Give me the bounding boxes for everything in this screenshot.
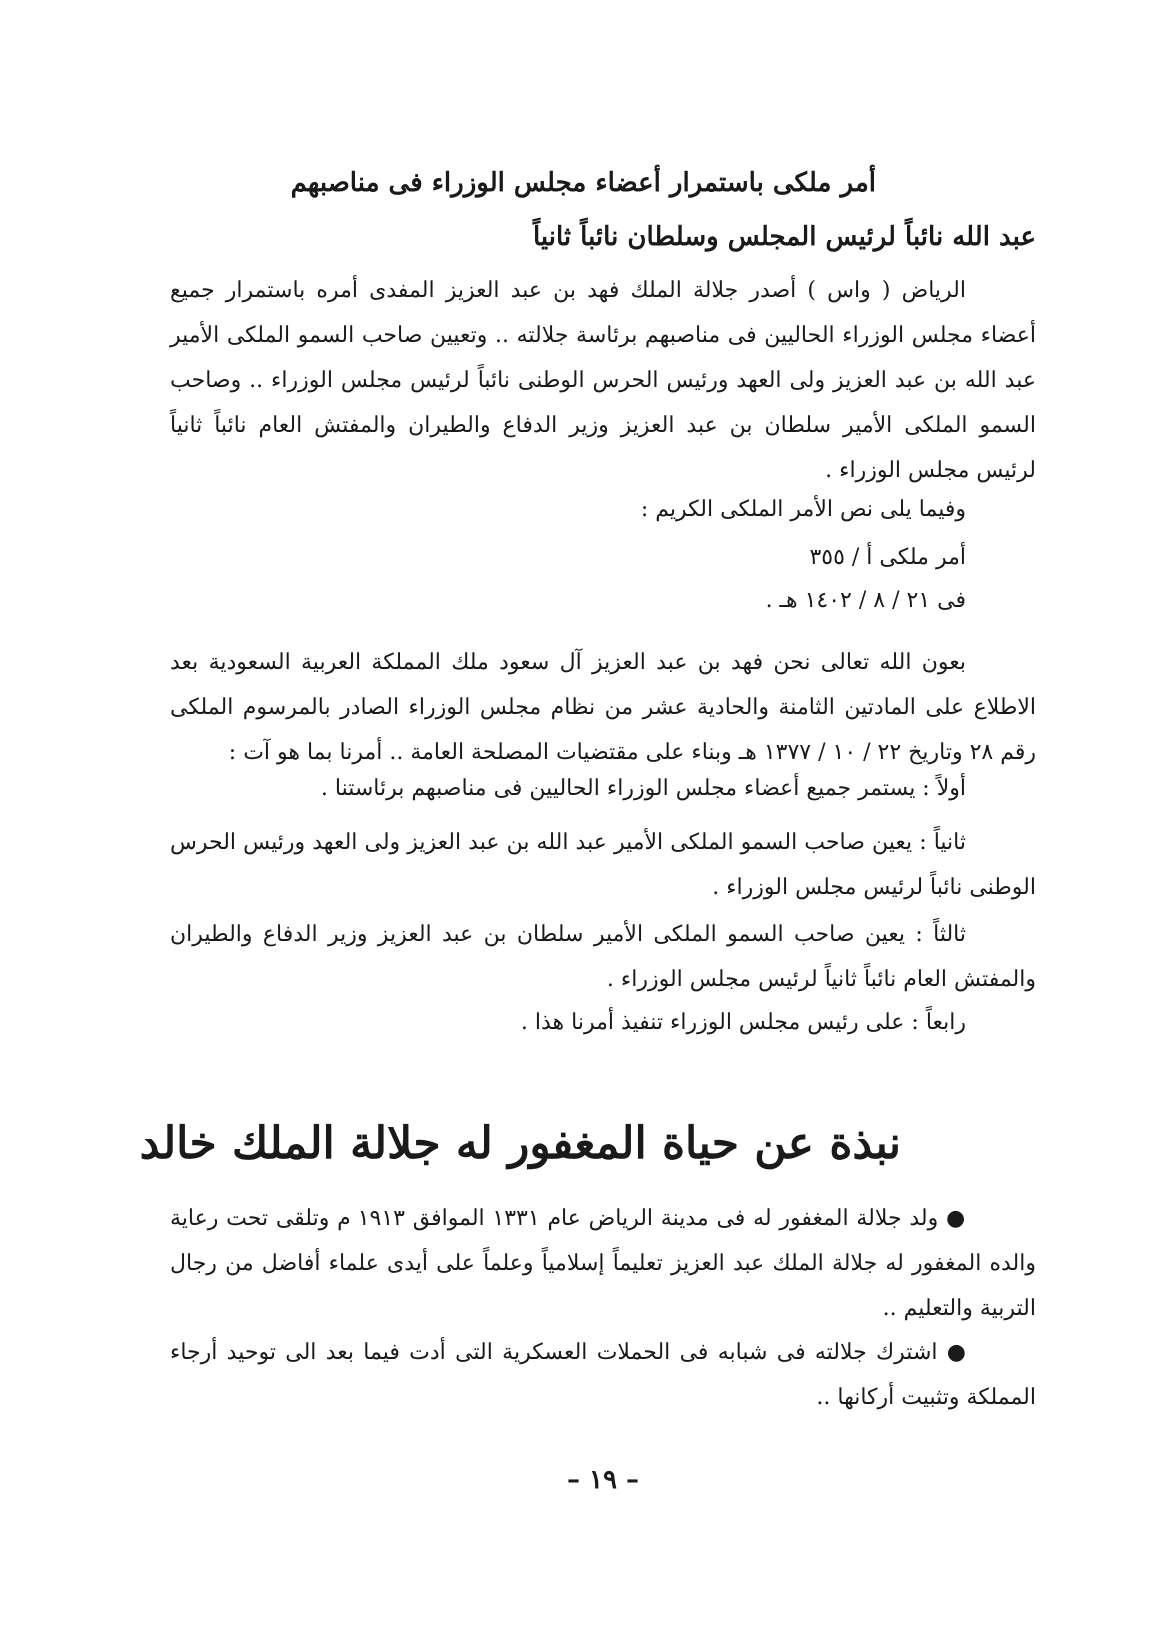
bio-paragraph-birth: ● ولد جلالة المغفور له فى مدينة الرياض عام ١٣٣١ الموافق ١٩١٣ م وتلقى تحت رعاية والده المغفور له جلالة الملك عبد العزيز تعليماً إسلامياً وعلماً على أيدى علماء أفاضل من رجال التربية والتعليم ..	[170, 1206, 1036, 1321]
decree-number: أمر ملكى أ / ٣٥٥	[809, 545, 966, 570]
article-second: ثانياً : يعين صاحب السمو الملكى الأمير عبد الله بن عبد العزيز ولى العهد ورئيس الحرس الوطنى نائباً لرئيس مجلس الوزراء .	[170, 830, 1036, 900]
page-number: – ١٩ –	[566, 1465, 640, 1495]
document-page	[139, 0, 1036, 1646]
article-third: ثالثاً : يعين صاحب السمو الملكى الأمير سلطان بن عبد العزيز وزير الدفاع والطيران والمفتش العام نائباً ثانياً لرئيس مجلس الوزراء .	[170, 922, 1036, 992]
article-fourth: رابعاً : على رئيس مجلس الوزراء تنفيذ أمرنا هذا .	[520, 1010, 966, 1035]
bio-paragraph-campaigns: ● اشترك جلالته فى شبابه فى الحملات العسكرية التى أدت فيما بعد الى توحيد أرجاء المملكة وتثبيت أركانها ..	[170, 1340, 1036, 1410]
intro-paragraph: الرياض ( واس ) أصدر جلالة الملك فهد بن عبد العزيز المفدى أمره باستمرار جميع أعضاء مجلس الوزراء الحاليين فى مناصبهم برئاسة جلالته .. وتعيين صاحب السمو الملكى الأمير عبد الله بن عبد العزيز ولى العهد ورئيس الحرس الوطنى نائباً لرئيس مجلس الوزراء .. وصاحب السمو الملكى الأمير سلطان بن عبد العزيز وزير الدفاع والطيران والمفتش العام نائباً ثانياً لرئيس مجلس الوزراء .	[170, 278, 1036, 483]
headline-secondary: عبد الله نائباً لرئيس المجلس وسلطان نائباً ثانياً	[532, 222, 1036, 252]
article-first: أولاً : يستمر جميع أعضاء مجلس الوزراء الحاليين فى مناصبهم برئاستنا .	[320, 776, 966, 801]
headline-primary: أمر ملكى باستمرار أعضاء مجلس الوزراء فى مناصبهم	[290, 168, 876, 198]
section-title: نبذة عن حياة المغفور له جلالة الملك خالد	[139, 1118, 901, 1169]
decree-preamble: بعون الله تعالى نحن فهد بن عبد العزيز آل سعود ملك المملكة العربية السعودية بعد الاطلاع على المادتين الثامنة والحادية عشر من نظام مجلس الوزراء الصادر بالمرسوم الملكى رقم ٢٨ وتاريخ ٢٢ / ١٠ / ١٣٧٧ هـ وبناء على مقتضيات المصلحة العامة .. أمرنا بما هو آت :	[170, 650, 1036, 765]
decree-intro: وفيما يلى نص الأمر الملكى الكريم :	[640, 497, 966, 522]
decree-date: فى ٢١ / ٨ / ١٤٠٢ هـ .	[765, 588, 966, 613]
